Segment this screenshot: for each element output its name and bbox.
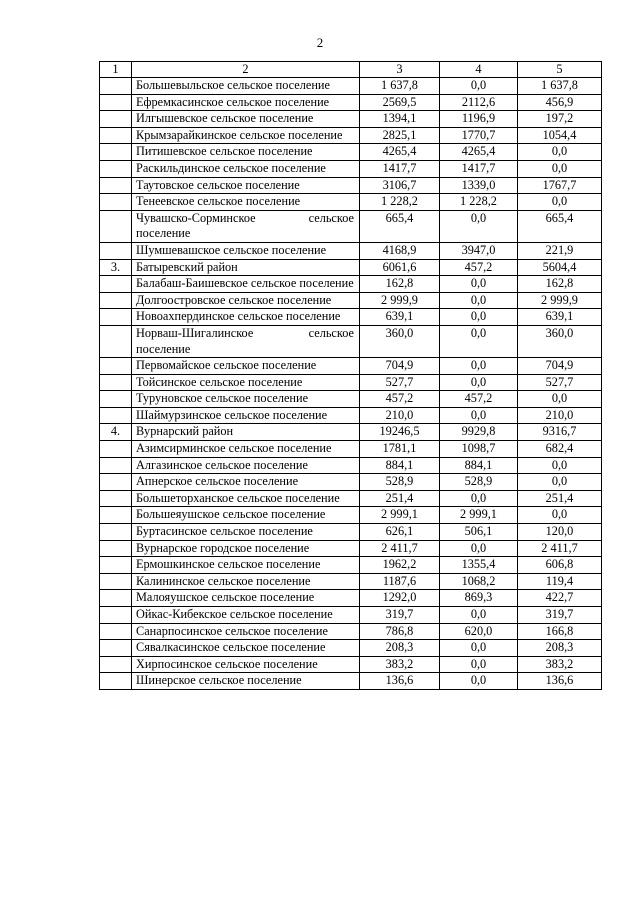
- column-5-value-cell: 210,0: [518, 407, 602, 424]
- column-5-value-cell: 0,0: [518, 474, 602, 491]
- settlement-name-cell: Тойсинское сельское поселение: [132, 374, 360, 391]
- table-row: [100, 325, 602, 357]
- column-5-value-cell: 5604,4: [518, 259, 602, 276]
- column-5-value-cell: 2 411,7: [518, 540, 602, 557]
- row-number-cell: [100, 441, 132, 458]
- column-5-value-cell: 208,3: [518, 640, 602, 657]
- row-number-cell: [100, 194, 132, 211]
- page-number: 2: [316, 35, 324, 50]
- row-number-cell: [100, 590, 132, 607]
- settlement-name-cell: Балабаш-Баишевское сельское поселение: [132, 276, 360, 293]
- row-number-cell: 4.: [100, 424, 132, 441]
- column-4-value-cell: 4265,4: [440, 144, 518, 161]
- row-number-cell: [100, 144, 132, 161]
- column-3-value-cell: 1962,2: [360, 557, 440, 574]
- column-5-value-cell: 422,7: [518, 590, 602, 607]
- column-3-value-cell: 2 411,7: [360, 540, 440, 557]
- row-number-cell: [100, 292, 132, 309]
- column-3-value-cell: 208,3: [360, 640, 440, 657]
- column-5-value-cell: 0,0: [518, 160, 602, 177]
- column-3-value-cell: 2 999,9: [360, 292, 440, 309]
- settlement-name-cell: Батыревский район: [132, 259, 360, 276]
- column-header-5: 5: [518, 62, 602, 78]
- column-3-value-cell: 626,1: [360, 524, 440, 541]
- row-number-cell: [100, 656, 132, 673]
- column-5-value-cell: 0,0: [518, 391, 602, 408]
- table-row: [100, 407, 602, 424]
- row-number-cell: [100, 127, 132, 144]
- row-number-cell: [100, 78, 132, 95]
- settlement-name-cell: Крымзарайкинское сельское поселение: [132, 127, 360, 144]
- column-4-value-cell: 0,0: [440, 292, 518, 309]
- row-number-cell: [100, 673, 132, 690]
- table-header-row: [100, 62, 602, 78]
- table-row: [100, 358, 602, 375]
- column-5-value-cell: 1 637,8: [518, 78, 602, 95]
- column-5-value-cell: 639,1: [518, 309, 602, 326]
- settlement-name-cell: Большевыльское сельское поселение: [132, 78, 360, 95]
- row-number-cell: [100, 474, 132, 491]
- column-header-2: 2: [132, 62, 360, 78]
- column-4-value-cell: 457,2: [440, 391, 518, 408]
- table-row: [100, 127, 602, 144]
- column-5-value-cell: 1054,4: [518, 127, 602, 144]
- column-4-value-cell: 1098,7: [440, 441, 518, 458]
- column-3-value-cell: 1394,1: [360, 111, 440, 128]
- column-3-value-cell: 1417,7: [360, 160, 440, 177]
- settlement-name-cell: Питишевское сельское поселение: [132, 144, 360, 161]
- settlement-name-cell: Шаймурзинское сельское поселение: [132, 407, 360, 424]
- column-3-value-cell: 884,1: [360, 457, 440, 474]
- column-4-value-cell: 528,9: [440, 474, 518, 491]
- table-row: [100, 623, 602, 640]
- settlement-name-cell: Раскильдинское сельское поселение: [132, 160, 360, 177]
- row-number-cell: [100, 557, 132, 574]
- table-row: [100, 242, 602, 259]
- settlement-name-cell: Большеторханское сельское поселение: [132, 490, 360, 507]
- column-3-value-cell: 527,7: [360, 374, 440, 391]
- column-3-value-cell: 786,8: [360, 623, 440, 640]
- row-number-cell: [100, 111, 132, 128]
- column-3-value-cell: 3106,7: [360, 177, 440, 194]
- row-number-cell: [100, 524, 132, 541]
- column-4-value-cell: 0,0: [440, 374, 518, 391]
- column-3-value-cell: 136,6: [360, 673, 440, 690]
- column-3-value-cell: 1 228,2: [360, 194, 440, 211]
- table-row: [100, 111, 602, 128]
- column-3-value-cell: 665,4: [360, 210, 440, 242]
- column-3-value-cell: 704,9: [360, 358, 440, 375]
- column-5-value-cell: 120,0: [518, 524, 602, 541]
- column-5-value-cell: 197,2: [518, 111, 602, 128]
- column-3-value-cell: 319,7: [360, 607, 440, 624]
- row-number-cell: [100, 457, 132, 474]
- column-4-value-cell: 0,0: [440, 407, 518, 424]
- column-5-value-cell: 251,4: [518, 490, 602, 507]
- settlement-name-cell: Долгоостровское сельское поселение: [132, 292, 360, 309]
- column-5-value-cell: 0,0: [518, 194, 602, 211]
- column-4-value-cell: 1339,0: [440, 177, 518, 194]
- row-number-cell: [100, 490, 132, 507]
- column-3-value-cell: 639,1: [360, 309, 440, 326]
- column-5-value-cell: 166,8: [518, 623, 602, 640]
- settlement-name-cell: Буртасинское сельское поселение: [132, 524, 360, 541]
- column-3-value-cell: 1781,1: [360, 441, 440, 458]
- settlement-name-cell: Вурнарское городское поселение: [132, 540, 360, 557]
- column-5-value-cell: 383,2: [518, 656, 602, 673]
- settlement-name-cell: Сявалкасинское сельское поселение: [132, 640, 360, 657]
- row-number-cell: [100, 407, 132, 424]
- table-row: [100, 524, 602, 541]
- row-number-cell: [100, 374, 132, 391]
- row-number-cell: [100, 358, 132, 375]
- table-row: [100, 441, 602, 458]
- column-header-3: 3: [360, 62, 440, 78]
- column-4-value-cell: 1 228,2: [440, 194, 518, 211]
- settlement-name-cell: Шинерское сельское поселение: [132, 673, 360, 690]
- column-4-value-cell: 0,0: [440, 358, 518, 375]
- column-5-value-cell: 9316,7: [518, 424, 602, 441]
- column-5-value-cell: 2 999,9: [518, 292, 602, 309]
- column-4-value-cell: 2 999,1: [440, 507, 518, 524]
- column-4-value-cell: 0,0: [440, 78, 518, 95]
- table-row: [100, 374, 602, 391]
- column-4-value-cell: 0,0: [440, 210, 518, 242]
- column-3-value-cell: 6061,6: [360, 259, 440, 276]
- row-number-cell: [100, 160, 132, 177]
- column-5-value-cell: 682,4: [518, 441, 602, 458]
- row-number-cell: [100, 640, 132, 657]
- row-number-cell: [100, 607, 132, 624]
- column-5-value-cell: 456,9: [518, 94, 602, 111]
- table-row: [100, 78, 602, 95]
- row-number-cell: [100, 325, 132, 357]
- row-number-cell: [100, 507, 132, 524]
- table-row: [100, 507, 602, 524]
- column-4-value-cell: 1770,7: [440, 127, 518, 144]
- column-4-value-cell: 2112,6: [440, 94, 518, 111]
- settlement-name-cell: Норваш-Шигалинское сельское поселение: [132, 325, 360, 357]
- column-4-value-cell: 0,0: [440, 490, 518, 507]
- column-3-value-cell: 4265,4: [360, 144, 440, 161]
- table-row: [100, 259, 602, 276]
- column-5-value-cell: 665,4: [518, 210, 602, 242]
- table-row: [100, 177, 602, 194]
- settlement-name-cell: Ойкас-Кибекское сельское поселение: [132, 607, 360, 624]
- table-row: [100, 160, 602, 177]
- table-row: [100, 194, 602, 211]
- table-row: [100, 656, 602, 673]
- column-4-value-cell: 0,0: [440, 607, 518, 624]
- settlement-name-cell: Алгазинское сельское поселение: [132, 457, 360, 474]
- column-3-value-cell: 383,2: [360, 656, 440, 673]
- column-4-value-cell: 1417,7: [440, 160, 518, 177]
- settlement-name-cell: Санарпосинское сельское поселение: [132, 623, 360, 640]
- column-4-value-cell: 620,0: [440, 623, 518, 640]
- table-row: [100, 292, 602, 309]
- table-row: [100, 607, 602, 624]
- column-4-value-cell: 0,0: [440, 276, 518, 293]
- column-3-value-cell: 4168,9: [360, 242, 440, 259]
- column-3-value-cell: 2825,1: [360, 127, 440, 144]
- column-4-value-cell: 457,2: [440, 259, 518, 276]
- settlement-name-cell: Тенеевское сельское поселение: [132, 194, 360, 211]
- row-number-cell: [100, 623, 132, 640]
- column-5-value-cell: 1767,7: [518, 177, 602, 194]
- column-5-value-cell: 0,0: [518, 507, 602, 524]
- column-4-value-cell: 506,1: [440, 524, 518, 541]
- budget-table: [99, 61, 602, 690]
- column-4-value-cell: 1196,9: [440, 111, 518, 128]
- column-3-value-cell: 457,2: [360, 391, 440, 408]
- column-5-value-cell: 360,0: [518, 325, 602, 357]
- column-5-value-cell: 136,6: [518, 673, 602, 690]
- row-number-cell: [100, 309, 132, 326]
- column-3-value-cell: 360,0: [360, 325, 440, 357]
- table-row: [100, 557, 602, 574]
- column-4-value-cell: 0,0: [440, 673, 518, 690]
- column-4-value-cell: 0,0: [440, 325, 518, 357]
- settlement-name-cell: Калининское сельское поселение: [132, 573, 360, 590]
- column-5-value-cell: 162,8: [518, 276, 602, 293]
- column-5-value-cell: 527,7: [518, 374, 602, 391]
- column-3-value-cell: 1 637,8: [360, 78, 440, 95]
- column-4-value-cell: 0,0: [440, 656, 518, 673]
- row-number-cell: 3.: [100, 259, 132, 276]
- settlement-name-cell: Азимсирминское сельское поселение: [132, 441, 360, 458]
- settlement-name-cell: Хирпосинское сельское поселение: [132, 656, 360, 673]
- table-row: [100, 457, 602, 474]
- column-5-value-cell: 0,0: [518, 457, 602, 474]
- settlement-name-cell: Вурнарский район: [132, 424, 360, 441]
- column-5-value-cell: 221,9: [518, 242, 602, 259]
- row-number-cell: [100, 540, 132, 557]
- settlement-name-cell: Шумшевашское сельское поселение: [132, 242, 360, 259]
- column-4-value-cell: 9929,8: [440, 424, 518, 441]
- table-row: [100, 276, 602, 293]
- row-number-cell: [100, 242, 132, 259]
- column-5-value-cell: 319,7: [518, 607, 602, 624]
- table-body: [100, 78, 602, 690]
- settlement-name-cell: Первомайское сельское поселение: [132, 358, 360, 375]
- table-row: [100, 391, 602, 408]
- column-4-value-cell: 0,0: [440, 309, 518, 326]
- table-row: [100, 640, 602, 657]
- column-header-4: 4: [440, 62, 518, 78]
- column-5-value-cell: 0,0: [518, 144, 602, 161]
- row-number-cell: [100, 573, 132, 590]
- column-3-value-cell: 2 999,1: [360, 507, 440, 524]
- settlement-name-cell: Большеяушское сельское поселение: [132, 507, 360, 524]
- settlement-name-cell: Ефремкасинское сельское поселение: [132, 94, 360, 111]
- settlement-name-cell: Апнерское сельское поселение: [132, 474, 360, 491]
- column-3-value-cell: 251,4: [360, 490, 440, 507]
- table-row: [100, 210, 602, 242]
- table-row: [100, 144, 602, 161]
- table-row: [100, 94, 602, 111]
- row-number-cell: [100, 391, 132, 408]
- column-3-value-cell: 1292,0: [360, 590, 440, 607]
- settlement-name-cell: Чувашско-Сорминское сельское поселение: [132, 210, 360, 242]
- row-number-cell: [100, 177, 132, 194]
- table-row: [100, 309, 602, 326]
- settlement-name-cell: Туруновское сельское поселение: [132, 391, 360, 408]
- column-4-value-cell: 869,3: [440, 590, 518, 607]
- column-5-value-cell: 606,8: [518, 557, 602, 574]
- table-row: [100, 673, 602, 690]
- row-number-cell: [100, 276, 132, 293]
- table-row: [100, 474, 602, 491]
- column-4-value-cell: 884,1: [440, 457, 518, 474]
- table-row: [100, 573, 602, 590]
- column-3-value-cell: 528,9: [360, 474, 440, 491]
- column-4-value-cell: 1068,2: [440, 573, 518, 590]
- column-4-value-cell: 0,0: [440, 640, 518, 657]
- table-row: [100, 490, 602, 507]
- settlement-name-cell: Новоахпердинское сельское поселение: [132, 309, 360, 326]
- column-5-value-cell: 704,9: [518, 358, 602, 375]
- column-3-value-cell: 1187,6: [360, 573, 440, 590]
- table-row: [100, 424, 602, 441]
- table-row: [100, 540, 602, 557]
- table-row: [100, 590, 602, 607]
- settlement-name-cell: Илгышевское сельское поселение: [132, 111, 360, 128]
- column-4-value-cell: 0,0: [440, 540, 518, 557]
- settlement-name-cell: Ермошкинское сельское поселение: [132, 557, 360, 574]
- column-4-value-cell: 3947,0: [440, 242, 518, 259]
- column-header-1: 1: [100, 62, 132, 78]
- column-3-value-cell: 210,0: [360, 407, 440, 424]
- row-number-cell: [100, 94, 132, 111]
- column-5-value-cell: 119,4: [518, 573, 602, 590]
- column-3-value-cell: 162,8: [360, 276, 440, 293]
- row-number-cell: [100, 210, 132, 242]
- settlement-name-cell: Таутовское сельское поселение: [132, 177, 360, 194]
- settlement-name-cell: Малояушское сельское поселение: [132, 590, 360, 607]
- column-3-value-cell: 19246,5: [360, 424, 440, 441]
- column-3-value-cell: 2569,5: [360, 94, 440, 111]
- column-4-value-cell: 1355,4: [440, 557, 518, 574]
